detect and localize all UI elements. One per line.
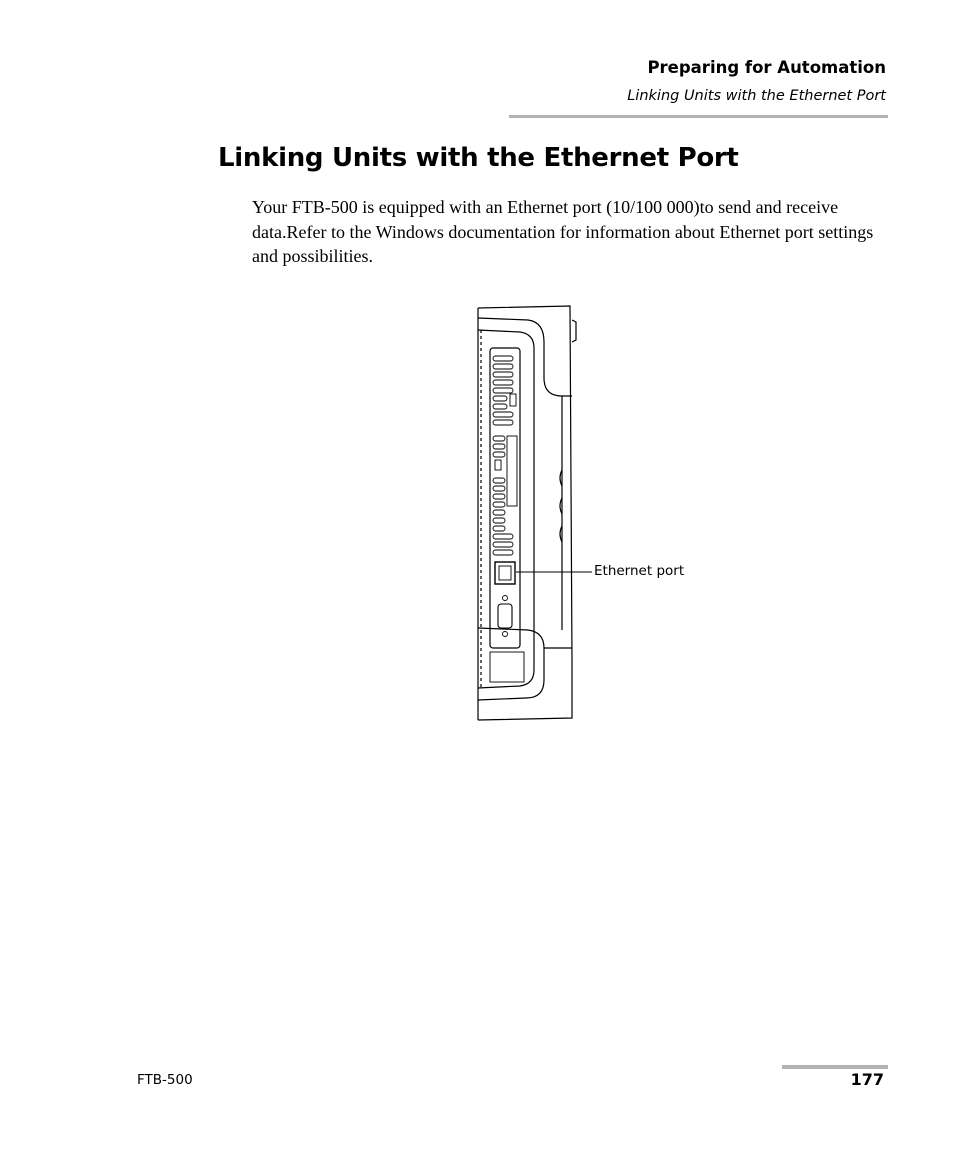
footer-product-name: FTB-500 xyxy=(137,1072,193,1088)
header-divider xyxy=(509,115,888,118)
ethernet-port-callout: Ethernet port xyxy=(594,563,685,579)
running-header-section: Linking Units with the Ethernet Port xyxy=(627,88,886,104)
running-header-chapter: Preparing for Automation xyxy=(647,58,886,77)
page-title: Linking Units with the Ethernet Port xyxy=(218,143,739,173)
ftb-side-panel-illustration xyxy=(440,300,700,730)
footer-divider xyxy=(782,1065,888,1069)
page-number: 177 xyxy=(850,1070,884,1089)
body-paragraph: Your FTB-500 is equipped with an Ethernet port (10/100 000)to send and receive data.Refer to the Windows documentation for information about Ethernet port settings and possibilities. xyxy=(252,197,874,266)
